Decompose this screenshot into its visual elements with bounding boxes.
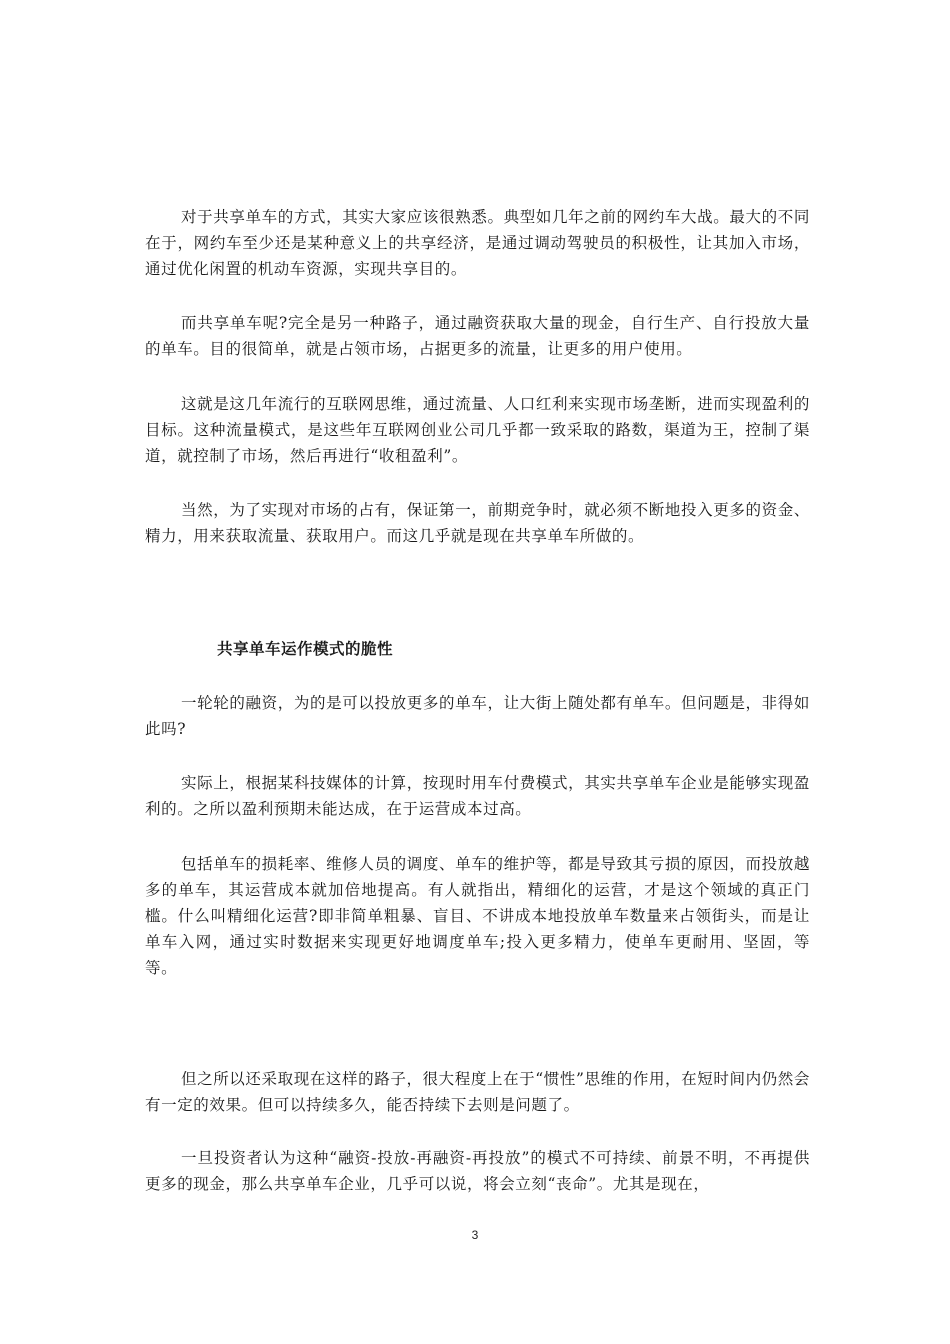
body-paragraph: 一旦投资者认为这种“融资-投放-再融资-再投放”的模式不可持续、前景不明，不再提供更多的现金，那么共享单车企业，几乎可以说，将会立刻“丧命”。尤其是现在， <box>145 1149 810 1193</box>
body-paragraph: 实际上，根据某科技媒体的计算，按现时用车付费模式，其实共享单车企业是能够实现盈利的。之所以盈利预期未能达成，在于运营成本过高。 <box>145 774 810 818</box>
body-paragraph: 对于共享单车的方式，其实大家应该很熟悉。典型如几年之前的网约车大战。最大的不同在于，网约车至少还是某种意义上的共享经济，是通过调动驾驶员的积极性，让其加入市场，通过优化闲置的机动车资源，实现共享目的。 <box>145 208 810 278</box>
section-heading: 共享单车运作模式的脆性 <box>217 640 394 658</box>
body-paragraph: 而共享单车呢?完全是另一种路子，通过融资获取大量的现金，自行生产、自行投放大量的单车。目的很简单，就是占领市场，占据更多的流量，让更多的用户使用。 <box>145 314 810 358</box>
body-paragraph: 这就是这几年流行的互联网思维，通过流量、人口红利来实现市场垄断，进而实现盈利的目标。这种流量模式，是这些年互联网创业公司几乎都一致采取的路数，渠道为王，控制了渠道，就控制了市场，然后再进行“收租盈利”。 <box>145 395 810 465</box>
body-paragraph: 当然，为了实现对市场的占有，保证第一，前期竞争时，就必须不断地投入更多的资金、精力，用来获取流量、获取用户。而这几乎就是现在共享单车所做的。 <box>145 501 810 545</box>
body-paragraph: 但之所以还采取现在这样的路子，很大程度上在于“惯性”思维的作用，在短时间内仍然会有一定的效果。但可以持续多久，能否持续下去则是问题了。 <box>145 1070 810 1114</box>
body-paragraph: 包括单车的损耗率、维修人员的调度、单车的维护等，都是导致其亏损的原因，而投放越多的单车，其运营成本就加倍地提高。有人就指出，精细化的运营，才是这个领域的真正门槛。什么叫精细化运营?即非简单粗暴、盲目、不讲成本地投放单车数量来占领街头，而是让单车入网，通过实时数据来实现更好地调度单车;投入更多精力，使单车更耐用、坚固，等等。 <box>145 855 810 977</box>
body-paragraph: 一轮轮的融资，为的是可以投放更多的单车，让大街上随处都有单车。但问题是，非得如此吗? <box>145 694 810 738</box>
page-number: 3 <box>471 1228 479 1242</box>
